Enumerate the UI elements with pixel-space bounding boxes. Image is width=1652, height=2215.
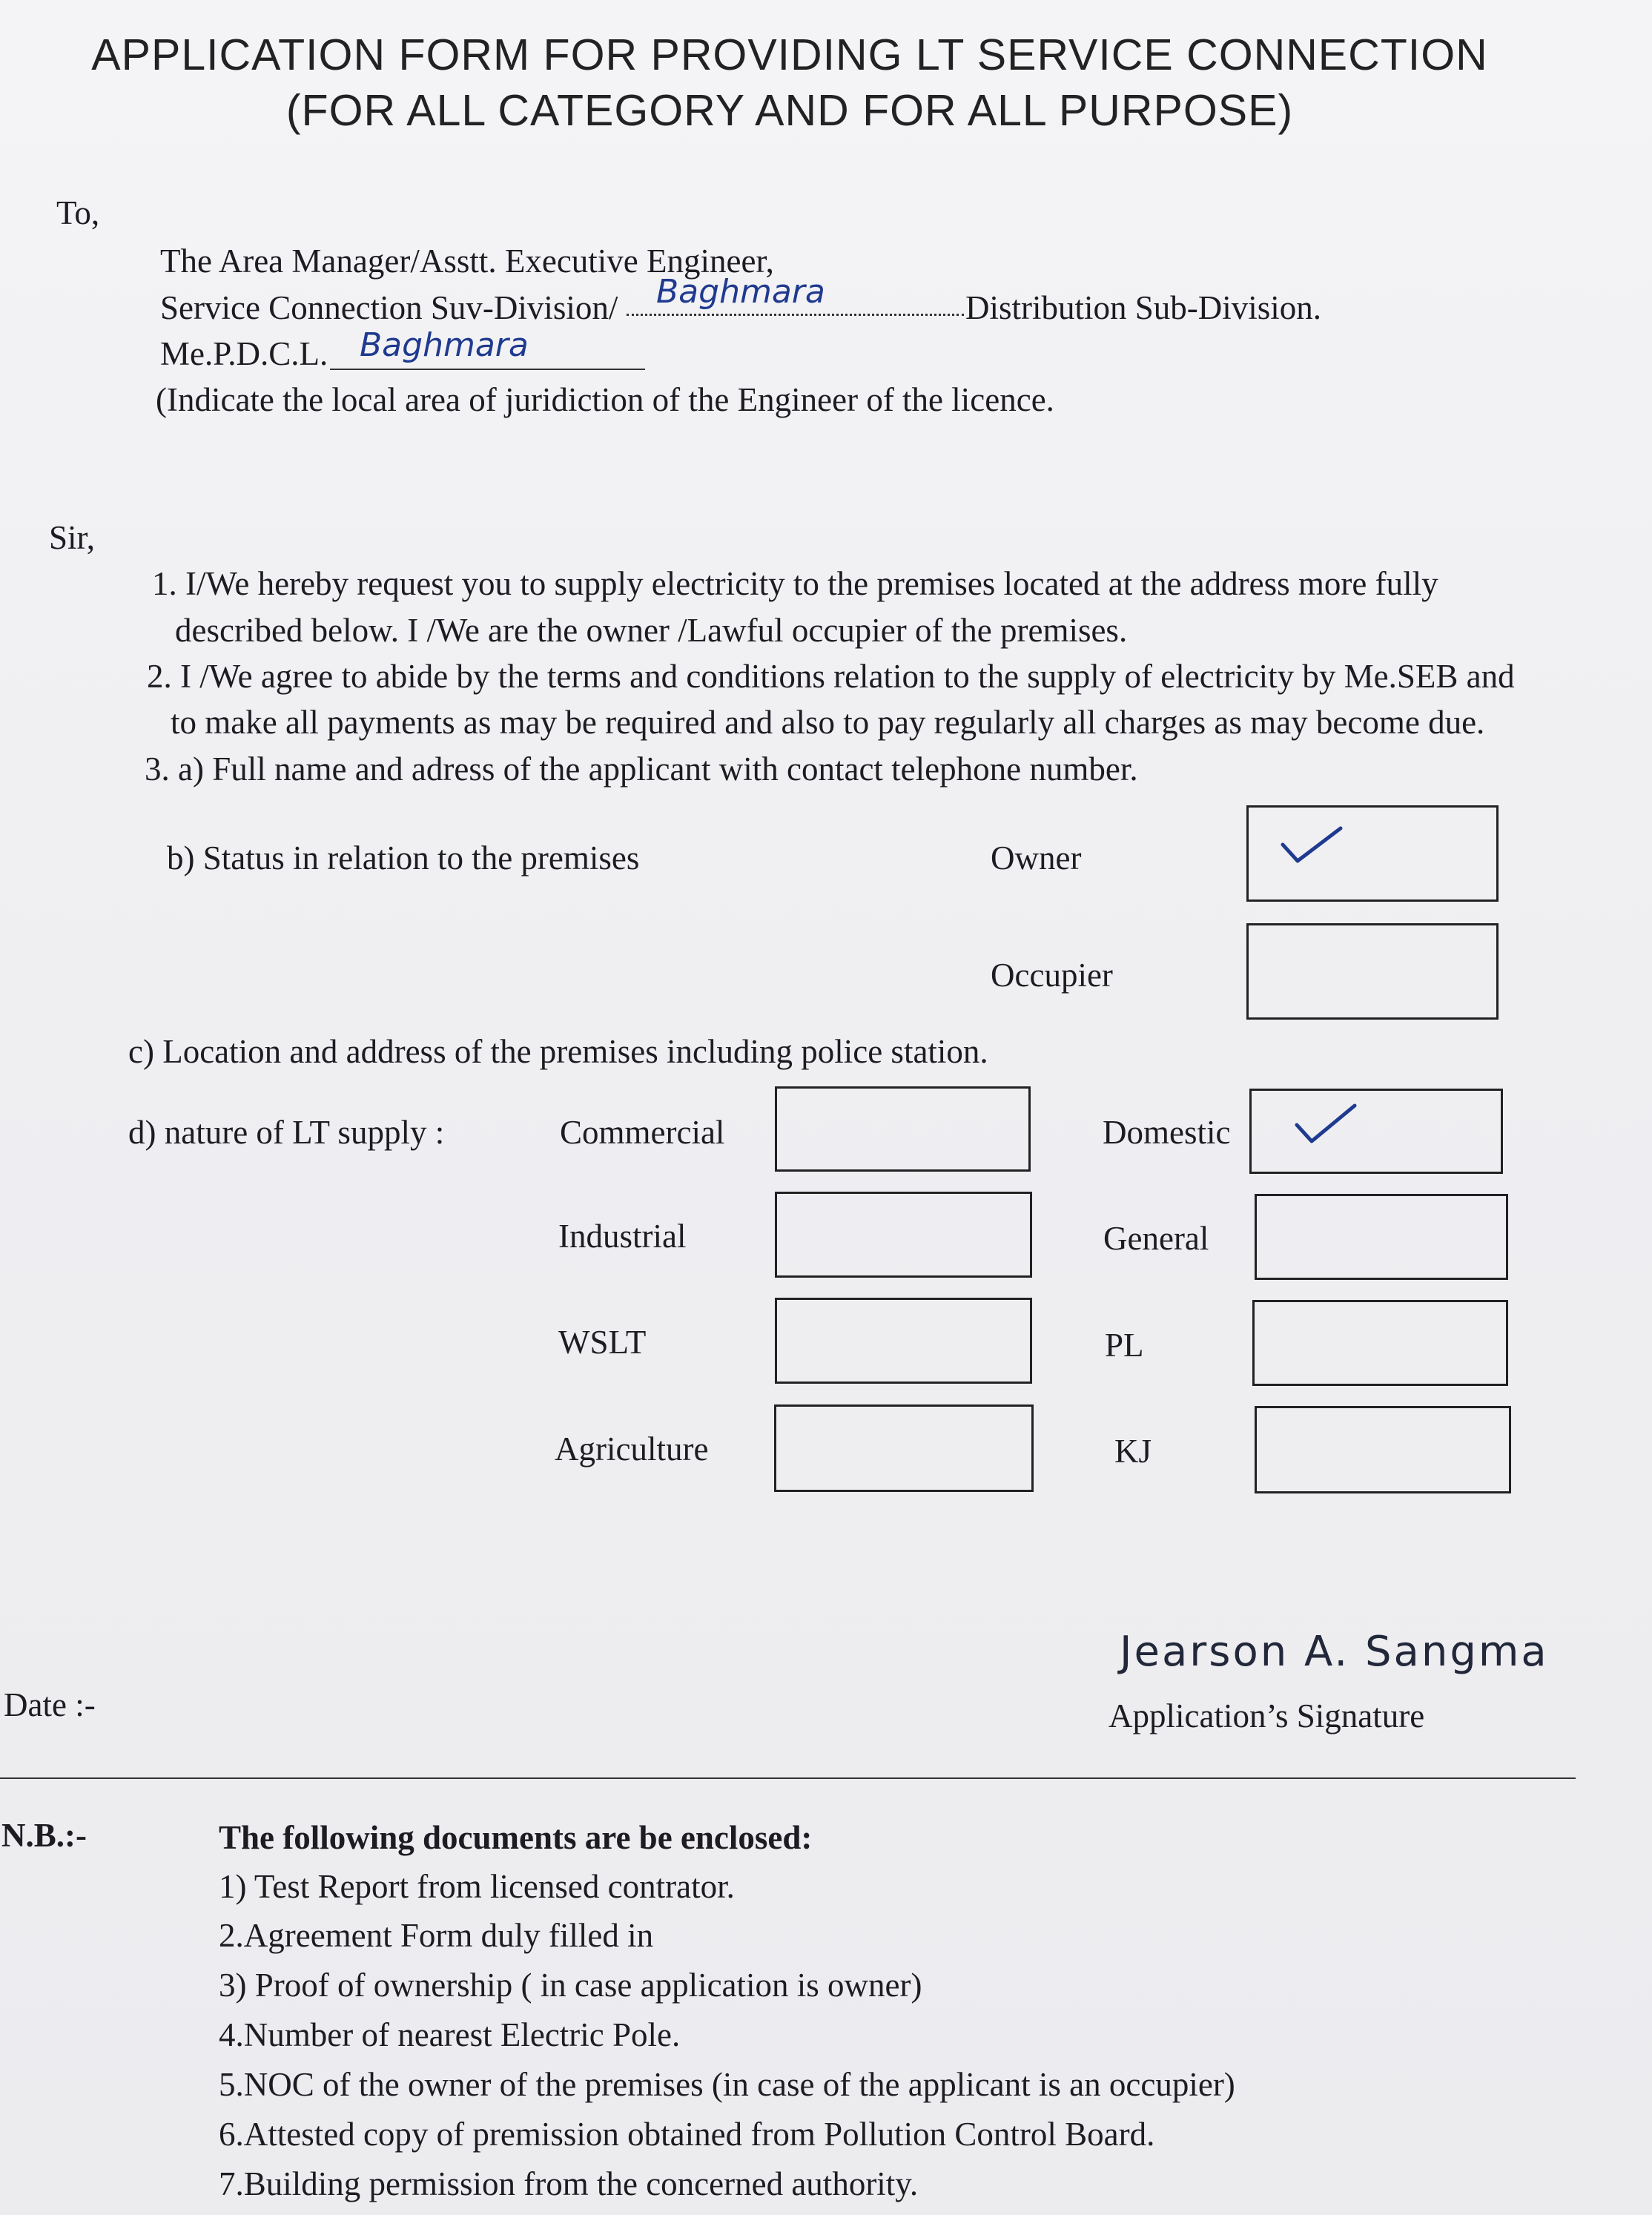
domestic-checkbox[interactable] [1249,1089,1503,1174]
form-title-line1: APPLICATION FORM FOR PROVIDING LT SERVICE CONNECTION [91,30,1488,79]
subdivision-handwriting: Baghmara [656,273,825,311]
mepdcl-handwriting: Baghmara [360,326,529,364]
applicant-signature-handwriting: Jearson A. Sangma [1120,1628,1549,1676]
address-line-2-suffix: Distribution Sub-Division. [965,289,1322,326]
subdivision-dotted-line [627,314,964,316]
pl-label: PL [1105,1327,1144,1364]
clause-2-line-1: 2. I /We agree to abide by the terms and conditions relation to the supply of electricity by Me.SEB and [147,658,1515,695]
clause-1-line-1: 1. I/We hereby request you to supply electricity to the premises located at the address more fully [152,565,1438,602]
commercial-checkbox[interactable] [775,1086,1031,1172]
signature-label: Application’s Signature [1109,1697,1425,1734]
commercial-label: Commercial [560,1114,725,1151]
nb-item: 7.Building permission from the concerned authority. [219,2165,919,2202]
salutation: Sir, [49,519,95,556]
to-label: To, [56,194,100,231]
clause-1-line-2: described below. I /We are the owner /Lawful occupier of the premises. [175,612,1128,649]
clause-2-line-2: to make all payments as may be required and also to pay regularly all charges as may become due. [171,704,1485,741]
nb-item: 5.NOC of the owner of the premises (in case of the applicant is an occupier) [219,2066,1235,2103]
date-label: Date :- [4,1686,96,1723]
clause-3b: b) Status in relation to the premises [167,839,640,877]
kj-label: KJ [1114,1433,1152,1470]
agriculture-checkbox[interactable] [774,1404,1034,1492]
clause-3a: 3. a) Full name and adress of the applicant with contact telephone number. [145,750,1138,788]
address-line-1: The Area Manager/Asstt. Executive Engineer, [160,242,774,280]
owner-label: Owner [991,839,1082,877]
nb-item: 6.Attested copy of premission obtained from Pollution Control Board. [219,2116,1155,2153]
general-checkbox[interactable] [1255,1194,1508,1280]
nb-label: N.B.:- [1,1817,87,1854]
nb-item: 4.Number of nearest Electric Pole. [219,2016,681,2053]
kj-checkbox[interactable] [1255,1406,1511,1493]
form-title-line2: (FOR ALL CATEGORY AND FOR ALL PURPOSE) [285,86,1294,135]
industrial-label: Industrial [558,1218,687,1255]
mepdcl-underline [330,369,645,370]
address-line-3-prefix: Me.P.D.C.L. [160,335,328,372]
occupier-checkbox[interactable] [1246,923,1499,1020]
divider-line [0,1777,1576,1779]
checkmark-icon [1292,1098,1359,1150]
checkmark-icon [1278,818,1345,870]
wslt-label: WSLT [558,1324,647,1361]
nb-heading: The following documents are be enclosed: [219,1819,813,1856]
nb-item: 2.Agreement Form duly filled in [219,1917,654,1954]
agriculture-label: Agriculture [555,1430,709,1468]
occupier-label: Occupier [991,957,1113,994]
industrial-checkbox[interactable] [775,1192,1032,1278]
domestic-label: Domestic [1103,1114,1231,1151]
nb-item: 1) Test Report from licensed contrator. [219,1868,735,1905]
wslt-checkbox[interactable] [775,1298,1032,1384]
nb-item: 3) Proof of ownership ( in case application is owner) [219,1967,922,2004]
clause-3c: c) Location and address of the premises including police station. [128,1033,988,1070]
pl-checkbox[interactable] [1252,1300,1508,1386]
clause-3d: d) nature of LT supply : [128,1114,445,1151]
owner-checkbox[interactable] [1246,805,1499,902]
general-label: General [1103,1220,1209,1257]
address-line-4: (Indicate the local area of juridiction of the Engineer of the licence. [156,381,1054,418]
address-line-2-prefix: Service Connection Suv-Division/ [160,289,618,326]
